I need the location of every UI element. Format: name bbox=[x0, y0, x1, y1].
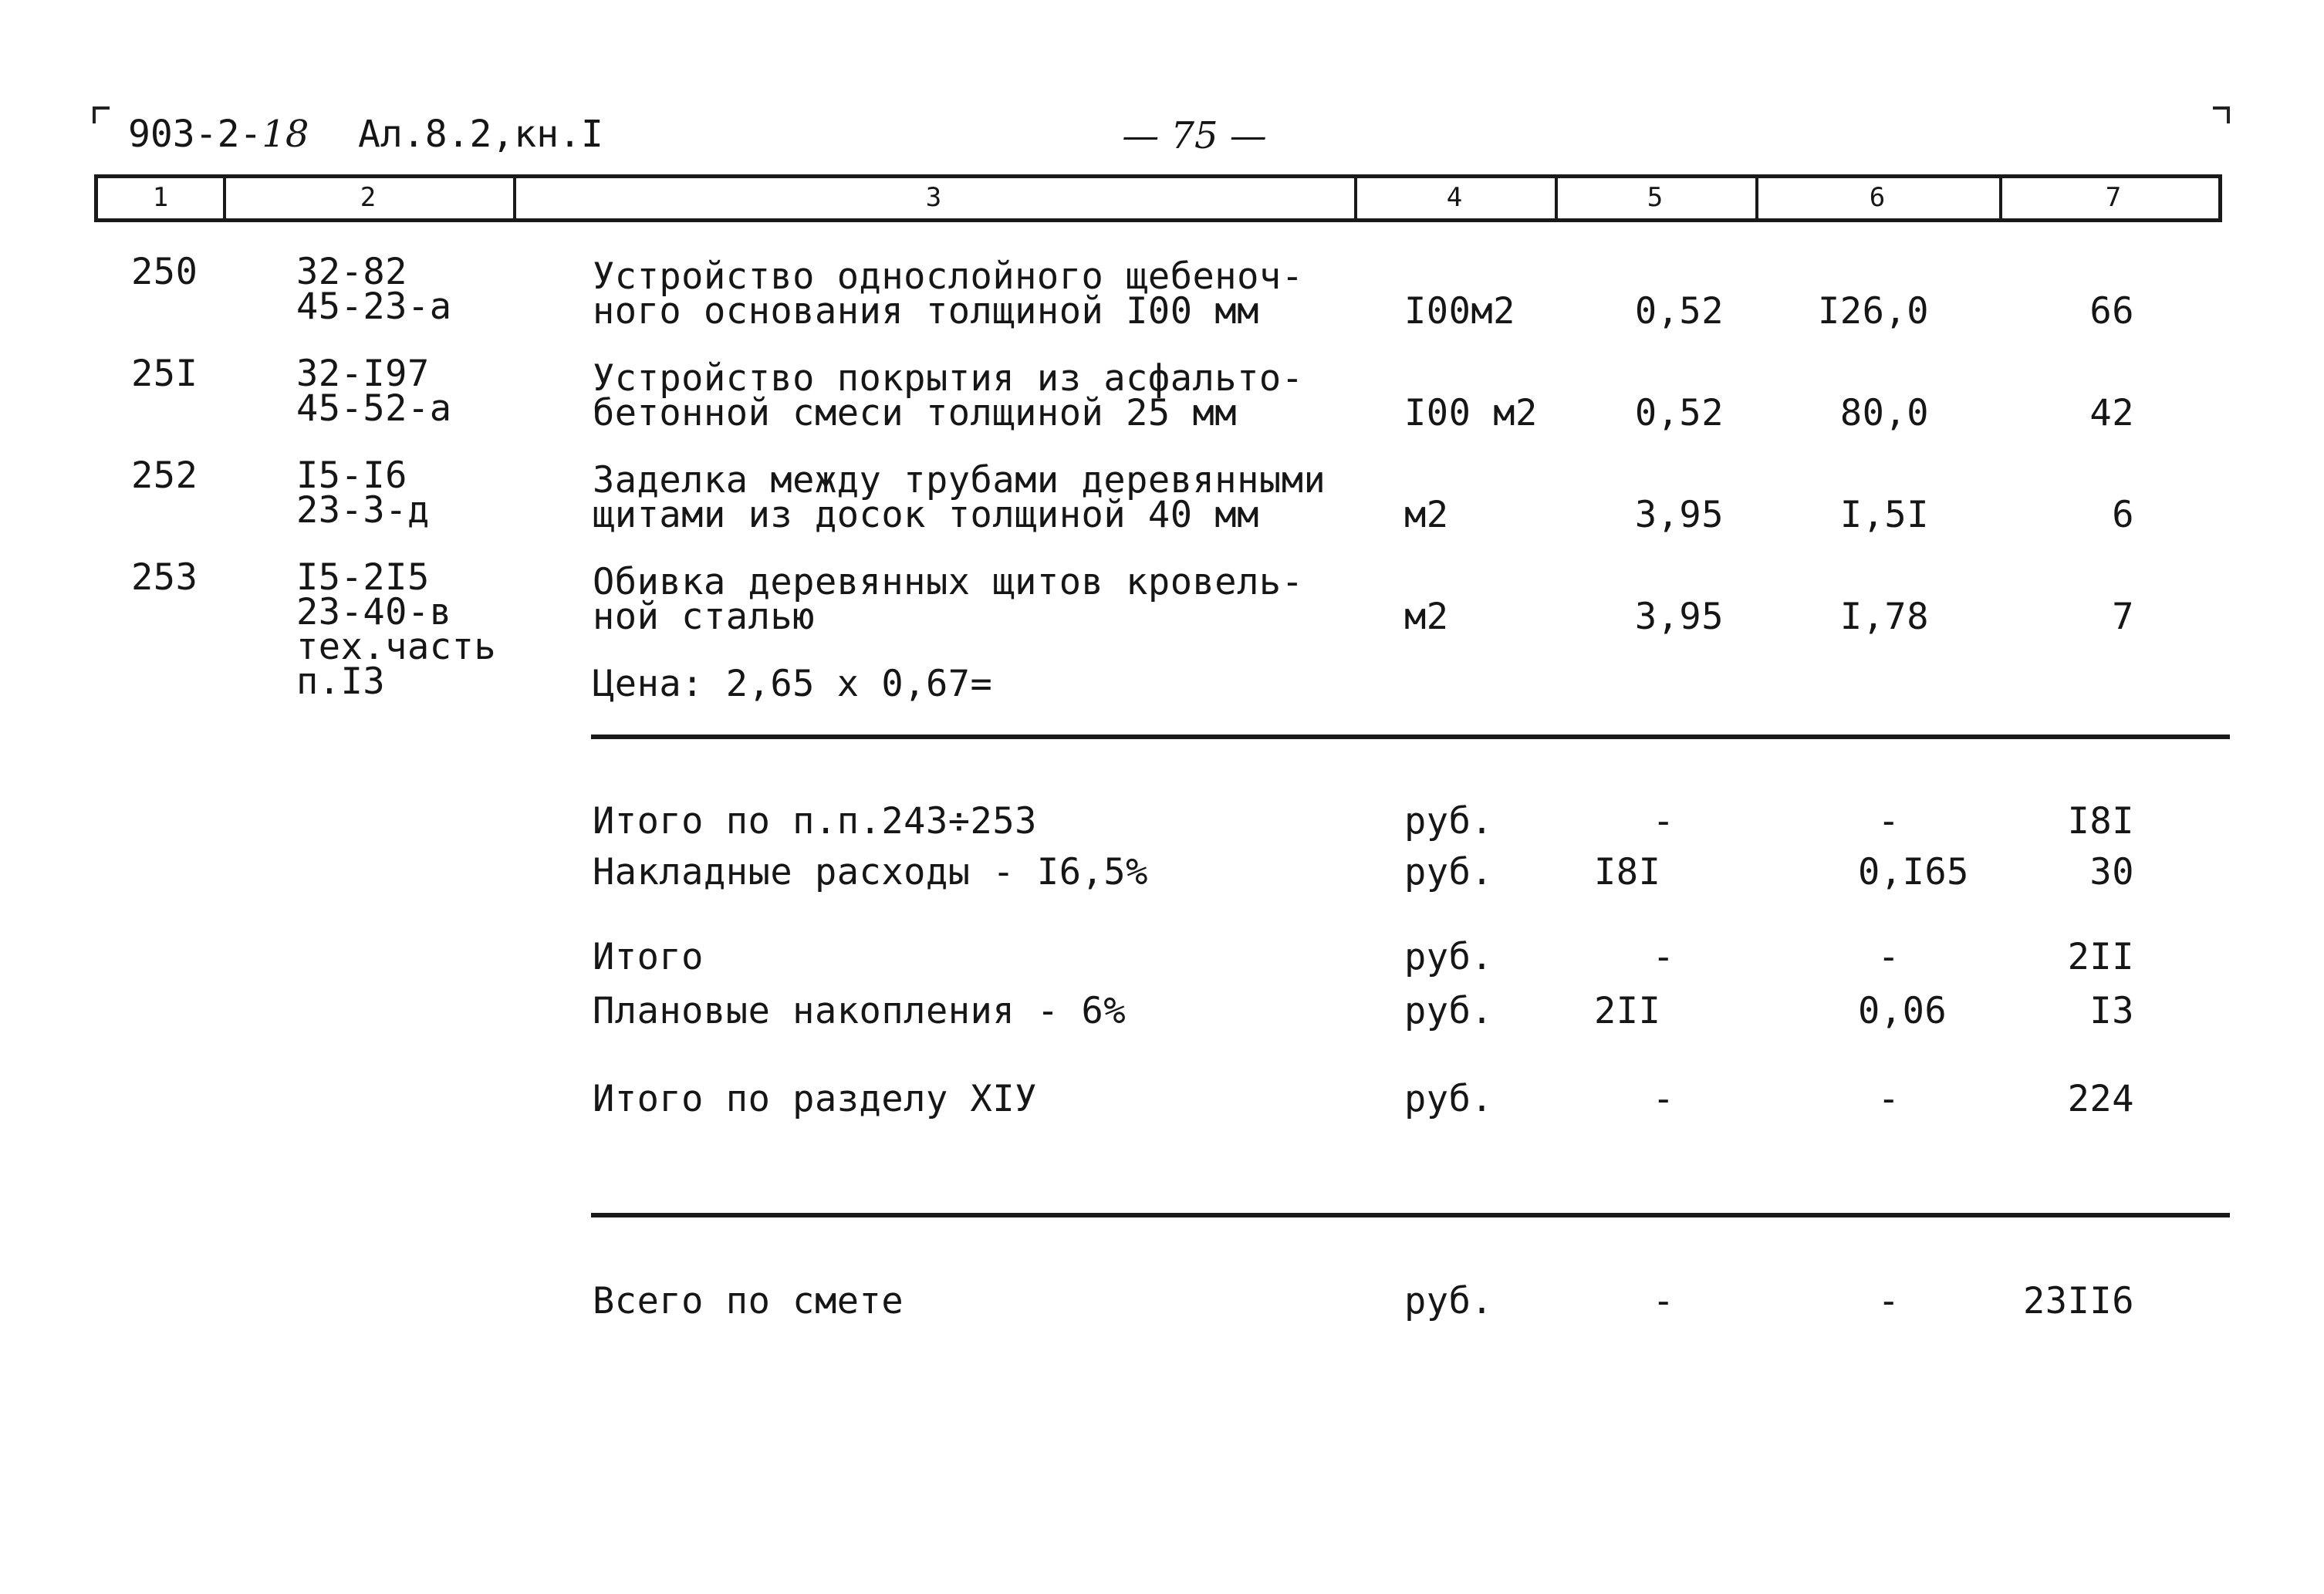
column-divider bbox=[513, 178, 516, 218]
total-cost: 42 bbox=[2089, 392, 2134, 434]
unit-price: I,78 bbox=[1839, 596, 1929, 638]
column-number-4: 4 bbox=[1446, 182, 1463, 213]
unit-price: I,5I bbox=[1839, 494, 1929, 536]
norm-reference: I5-2I5 bbox=[296, 556, 430, 599]
grand-total-col5: - bbox=[1652, 1280, 1675, 1322]
grand-total-unit: руб. bbox=[1404, 1280, 1494, 1322]
column-number-1: 1 bbox=[152, 182, 169, 213]
work-description: щитами из досок толщиной 40 мм bbox=[593, 494, 1259, 536]
summary-col7: I8I bbox=[2067, 800, 2134, 843]
document-code-handwritten: 18 bbox=[262, 113, 309, 156]
work-description: Заделка между трубами деревянными bbox=[593, 459, 1326, 502]
summary-col6: 0,06 bbox=[1858, 990, 1947, 1032]
summary-label: Накладные расходы - I6,5% bbox=[593, 851, 1148, 893]
unit-of-measure: м2 bbox=[1404, 596, 1449, 638]
column-number-2: 2 bbox=[360, 182, 377, 213]
summary-label: Итого по разделу XIУ bbox=[593, 1078, 1037, 1120]
row-number: 25I bbox=[131, 353, 198, 395]
total-cost: 66 bbox=[2089, 290, 2134, 333]
summary-col5: I8I bbox=[1594, 851, 1661, 893]
work-description: ной сталью bbox=[593, 596, 815, 638]
section-rule bbox=[591, 735, 2230, 739]
work-description: Устройство однослойного щебеноч- bbox=[593, 255, 1304, 298]
corner-mark-left bbox=[93, 106, 110, 123]
column-header-row bbox=[94, 174, 2222, 222]
summary-unit: руб. bbox=[1404, 851, 1494, 893]
norm-reference: 23-3-д bbox=[296, 489, 430, 532]
summary-label: Плановые накопления - 6% bbox=[593, 990, 1127, 1032]
unit-price: I26,0 bbox=[1818, 290, 1929, 333]
total-cost: 6 bbox=[2112, 494, 2134, 536]
grand-total-label: Всего по смете bbox=[593, 1280, 904, 1322]
norm-reference: п.I3 bbox=[296, 660, 386, 703]
norm-reference: 45-52-а bbox=[296, 387, 452, 430]
column-number-3: 3 bbox=[925, 182, 942, 213]
work-description: Обивка деревянных щитов кровель- bbox=[593, 561, 1304, 603]
quantity: 0,52 bbox=[1634, 290, 1724, 333]
norm-reference: тех.часть bbox=[296, 626, 497, 668]
total-cost: 7 bbox=[2112, 596, 2134, 638]
price-note: Цена: 2,65 х 0,67= bbox=[593, 663, 993, 705]
document-code bbox=[128, 113, 309, 156]
row-number: 253 bbox=[131, 556, 198, 599]
norm-reference: 32-I97 bbox=[296, 353, 430, 395]
summary-col5: 2II bbox=[1594, 990, 1661, 1032]
summary-col6: - bbox=[1877, 800, 1900, 843]
summary-col5: - bbox=[1652, 936, 1675, 978]
quantity: 3,95 bbox=[1634, 494, 1724, 536]
column-divider bbox=[1555, 178, 1558, 218]
summary-col7: 30 bbox=[2089, 851, 2134, 893]
column-divider bbox=[1354, 178, 1357, 218]
unit-of-measure: I00м2 bbox=[1404, 290, 1515, 333]
norm-reference: 32-82 bbox=[296, 251, 407, 293]
grand-total-col6: - bbox=[1877, 1280, 1900, 1322]
summary-col5: - bbox=[1652, 1078, 1675, 1120]
quantity: 0,52 bbox=[1634, 392, 1724, 434]
summary-col7: 224 bbox=[2067, 1078, 2134, 1120]
work-description: ного основания толщиной I00 мм bbox=[593, 290, 1259, 333]
summary-label: Итого по п.п.243÷253 bbox=[593, 800, 1037, 843]
summary-unit: руб. bbox=[1404, 1078, 1494, 1120]
column-divider bbox=[223, 178, 226, 218]
norm-reference: 23-40-в bbox=[296, 591, 452, 633]
norm-reference: I5-I6 bbox=[296, 454, 407, 497]
unit-price: 80,0 bbox=[1839, 392, 1929, 434]
unit-of-measure: м2 bbox=[1404, 494, 1449, 536]
summary-col6: - bbox=[1877, 936, 1900, 978]
summary-unit: руб. bbox=[1404, 800, 1494, 843]
norm-reference: 45-23-а bbox=[296, 285, 452, 328]
work-description: Устройство покрытия из асфальто- bbox=[593, 357, 1304, 400]
row-number: 250 bbox=[131, 251, 198, 293]
summary-unit: руб. bbox=[1404, 936, 1494, 978]
summary-unit: руб. bbox=[1404, 990, 1494, 1032]
summary-col6: - bbox=[1877, 1078, 1900, 1120]
column-number-5: 5 bbox=[1647, 182, 1664, 213]
corner-mark-right bbox=[2213, 106, 2230, 123]
row-number: 252 bbox=[131, 454, 198, 497]
album-reference: Ал.8.2,кн.I bbox=[358, 113, 603, 156]
column-divider bbox=[1999, 178, 2002, 218]
section-rule bbox=[591, 1213, 2230, 1217]
grand-total-value: 23II6 bbox=[2023, 1280, 2134, 1322]
unit-of-measure: I00 м2 bbox=[1404, 392, 1538, 434]
summary-col5: - bbox=[1652, 800, 1675, 843]
column-number-7: 7 bbox=[2105, 182, 2122, 213]
page-number: — 75 — bbox=[1122, 114, 1267, 157]
quantity: 3,95 bbox=[1634, 596, 1724, 638]
summary-col6: 0,I65 bbox=[1858, 851, 1969, 893]
summary-col7: 2II bbox=[2067, 936, 2134, 978]
summary-label: Итого bbox=[593, 936, 704, 978]
column-divider bbox=[1755, 178, 1758, 218]
summary-col7: I3 bbox=[2089, 990, 2134, 1032]
document-code-typed: 903-2- bbox=[128, 113, 262, 156]
work-description: бетонной смеси толщиной 25 мм bbox=[593, 392, 1238, 434]
column-number-6: 6 bbox=[1869, 182, 1886, 213]
